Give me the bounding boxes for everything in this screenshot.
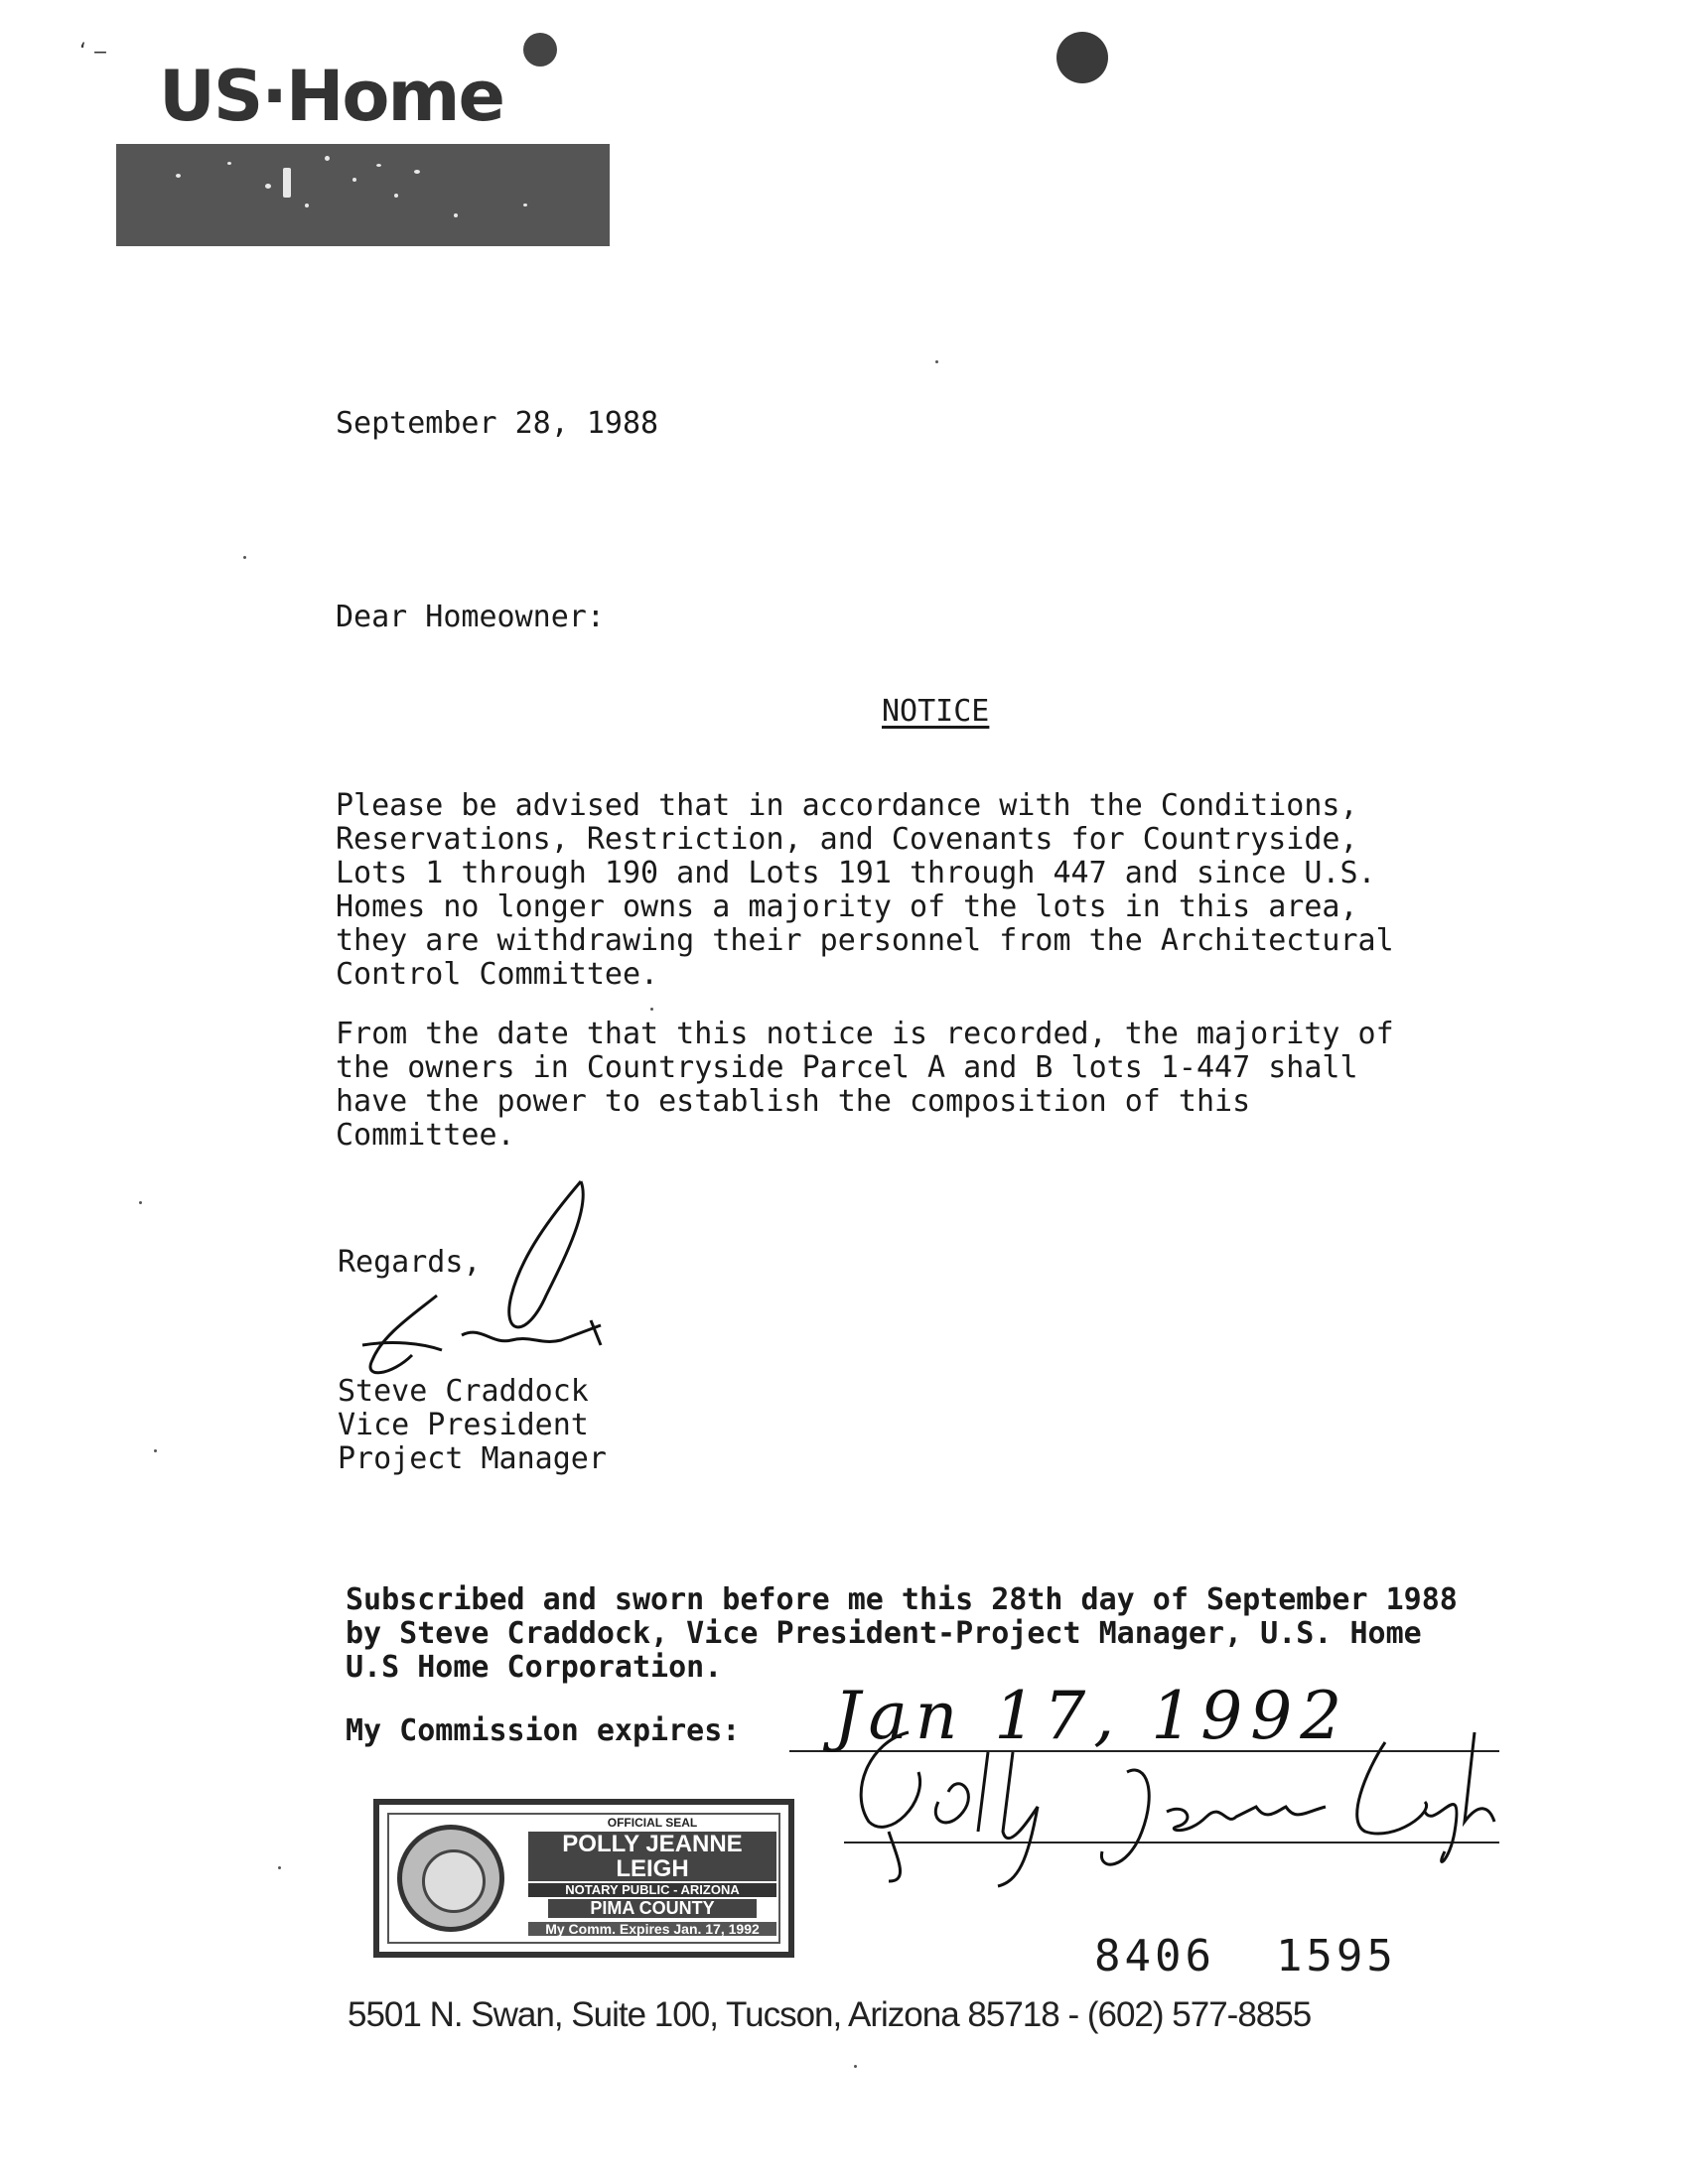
closing: Regards, (338, 1245, 482, 1280)
body-paragraph-2: From the date that this notice is recorded, the majority of the owners in Countryside Parcel A and B lots 1-447 shall have the power to establish the composition of this Committee. (336, 1017, 1394, 1153)
letterhead-bar (116, 144, 610, 246)
seal-line-5: My Comm. Expires Jan. 17, 1992 (528, 1922, 776, 1937)
signature-notary (829, 1712, 1524, 1891)
company-logo: US·Home (159, 56, 503, 137)
handwritten-commission-date: Jan 17, 1992 (834, 1678, 1350, 1754)
signer-block: Steve Craddock Vice President Project Manager (338, 1374, 607, 1476)
notary-statement: Subscribed and sworn before me this 28th day of September 1988 by Steve Craddock, Vice President-Project Manager, U.S. Home U.S Home Corporation. (346, 1582, 1458, 1685)
seal-text (528, 1817, 776, 1940)
punch-hole (1056, 32, 1108, 83)
state-seal-icon (397, 1825, 504, 1932)
seal-line-2: POLLY JEANNE LEIGH (528, 1832, 776, 1881)
salutation: Dear Homeowner: (336, 600, 605, 634)
signature-craddock (352, 1176, 621, 1390)
seal-line-4: PIMA COUNTY (548, 1899, 757, 1918)
scan-mark: ‘ ‒ (79, 40, 107, 65)
commission-label: My Commission expires: (346, 1713, 741, 1748)
seal-line-1: OFFICIAL SEAL (607, 1816, 698, 1830)
recording-number: 8406 1595 (1094, 1931, 1397, 1981)
seal-line-3: NOTARY PUBLIC - ARIZONA (528, 1883, 776, 1897)
notary-seal (373, 1799, 794, 1958)
notice-heading: NOTICE (882, 694, 990, 729)
body-paragraph-1: Please be advised that in accordance with the Conditions, Reservations, Restriction, and Covenants for Countryside, Lots 1 through 190 and Lots 191 through 447 and since U.S. Homes no longer owns a majority of the lots in this area, they are withdrawing their personnel from the Architectural Control Committee. (336, 788, 1394, 992)
logo-trademark-dot (523, 33, 557, 67)
footer-address: 5501 N. Swan, Suite 100, Tucson, Arizona 85718 - (602) 577-8855 (348, 1995, 1312, 2034)
letter-date: September 28, 1988 (336, 406, 659, 441)
